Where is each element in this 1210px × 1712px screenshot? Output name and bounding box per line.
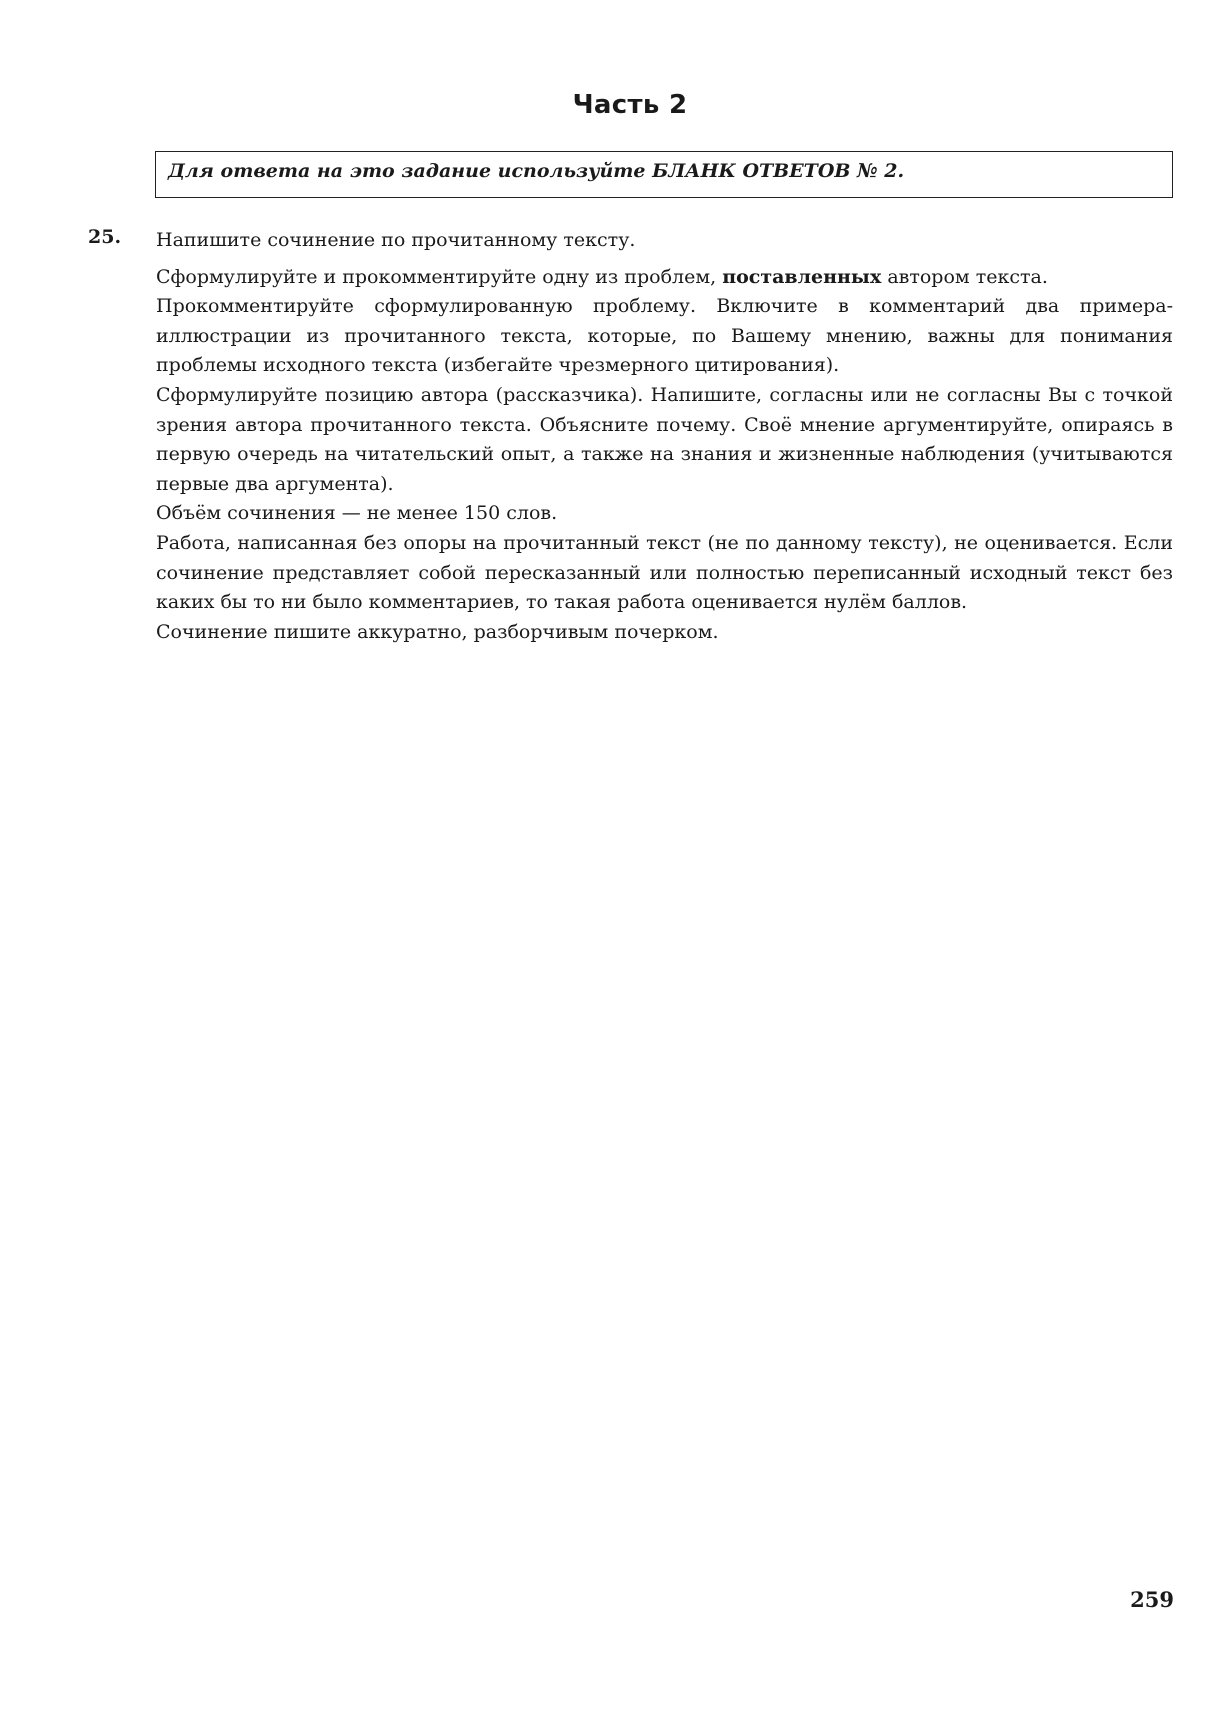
task-number: 25.: [88, 226, 122, 248]
task-lead: Напишите сочинение по прочитанному тексту.: [156, 229, 636, 251]
p1-after: автором текста.: [881, 265, 1048, 288]
task-paragraph-1: [156, 263, 1173, 293]
p1-bold: поставленных: [722, 265, 882, 288]
task-paragraph-3: Сформулируйте позицию автора (рассказчика). Напишите, согласны или не согласны Вы с точкой зрения автора прочитанного текста. Объясните почему. Своё мнение аргументируйте, опираясь в первую очередь на читательский опыт, а также на знания и жизненные наблюдения (учитываются первые два аргумента).: [156, 383, 1173, 495]
task-body: [156, 226, 1173, 647]
task-paragraph-4: Объём сочинения — не менее 150 слов.: [156, 502, 558, 525]
task-paragraph-5: Работа, написанная без опоры на прочитанный текст (не по данному тексту), не оценивается. Если сочинение представляет собой пересказанный или полностью переписанный исходный текст без каких бы то ни было комментариев, то такая работа оценивается нулём баллов.: [156, 531, 1173, 614]
page-number: 259: [1130, 1587, 1174, 1612]
page-title: Часть 2: [572, 90, 688, 120]
answer-sheet-instruction: [155, 151, 1173, 198]
task-paragraph-2: Прокомментируйте сформулированную проблему. Включите в комментарий два примера-иллюстрации из прочитанного текста, которые, по Вашему мнению, важны для понимания проблемы исходного текста (избегайте чрезмерного цитирования).: [156, 295, 1173, 377]
p1-before: Сформулируйте и прокомментируйте одну из проблем,: [156, 265, 723, 288]
instruction-text: Для ответа на это задание используйте БЛАНК ОТВЕТОВ № 2.: [168, 160, 905, 182]
task-paragraph-6: Сочинение пишите аккуратно, разборчивым почерком.: [156, 620, 719, 643]
